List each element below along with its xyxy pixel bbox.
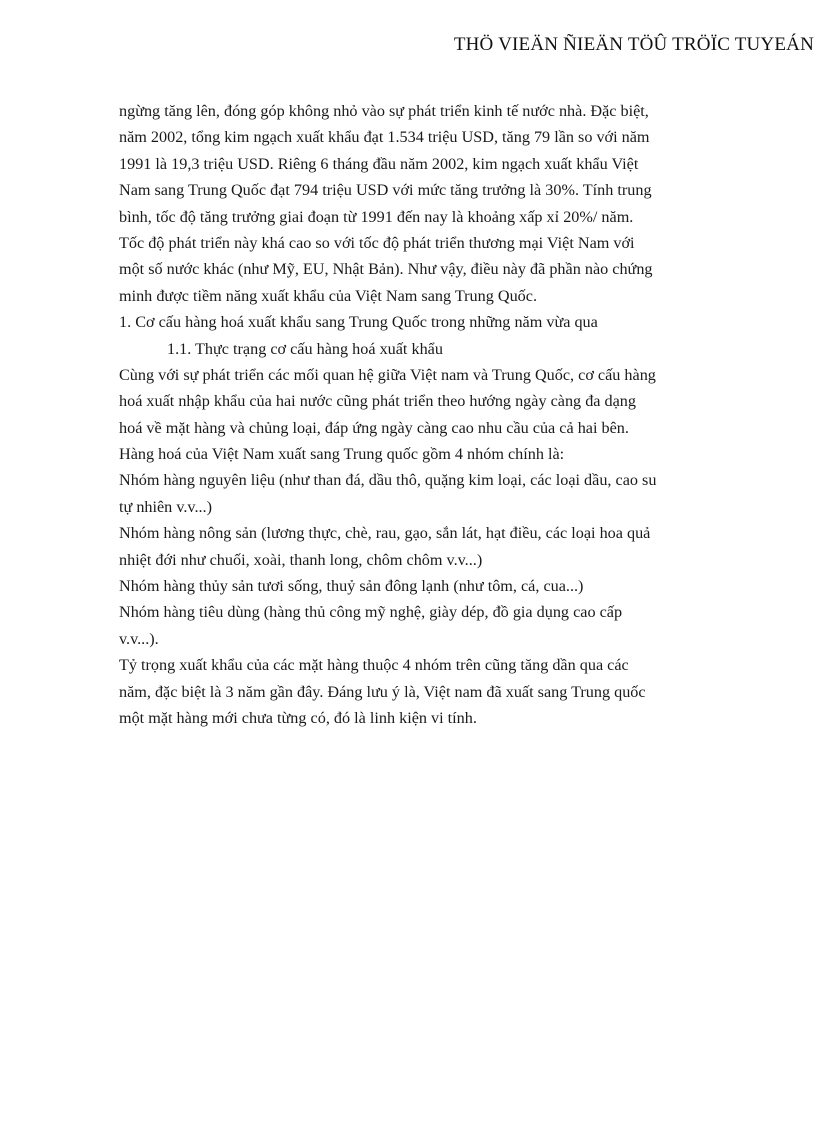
running-header: THÖ VIEÄN ÑIEÄN TÖÛ TRÖÏC TUYEÁN <box>453 34 814 55</box>
text-line: năm, đặc biệt là 3 năm gần đây. Đáng lưu ý là, Việt nam đã xuất sang Trung quốc <box>119 682 646 701</box>
list-item-line: tự nhiên v.v...) <box>119 497 212 516</box>
list-item-line: nhiệt đới như chuối, xoài, thanh long, chôm chôm v.v...) <box>119 550 483 569</box>
text-line: một số nước khác (như Mỹ, EU, Nhật Bản). Như vậy, điều này đã phần nào chứng <box>119 260 653 279</box>
text-line: Tốc độ phát triển này khá cao so với tốc độ phát triển thương mại Việt Nam với <box>119 233 635 252</box>
section-heading: 1. Cơ cấu hàng hoá xuất khẩu sang Trung Quốc trong những năm vừa qua <box>119 313 598 332</box>
list-item-line: Nhóm hàng nông sản (lương thực, chè, rau, gạo, sắn lát, hạt điều, các loại hoa quả <box>119 524 651 543</box>
text-line: minh được tiềm năng xuất khẩu của Việt Nam sang Trung Quốc. <box>119 286 537 305</box>
text-line: 1991 là 19,3 triệu USD. Riêng 6 tháng đầu năm 2002, kim ngạch xuất khẩu Việt <box>119 154 639 173</box>
text-line: ngừng tăng lên, đóng góp không nhỏ vào sự phát triển kinh tế nước nhà. Đặc biệt, <box>119 102 649 120</box>
text-line: Cùng với sự phát triển các mối quan hệ giữa Việt nam và Trung Quốc, cơ cấu hàng <box>119 365 656 384</box>
list-item-line: Nhóm hàng tiêu dùng (hàng thủ công mỹ nghệ, giày dép, đồ gia dụng cao cấp <box>119 603 623 622</box>
subsection-heading: 1.1. Thực trạng cơ cấu hàng hoá xuất khẩu <box>167 339 443 358</box>
text-line: bình, tốc độ tăng trưởng giai đoạn từ 1991 đến nay là khoảng xấp xỉ 20%/ năm. <box>119 207 634 226</box>
text-line: năm 2002, tổng kim ngạch xuất khẩu đạt 1.534 triệu USD, tăng 79 lần so với năm <box>119 128 650 147</box>
body-text <box>119 98 704 731</box>
text-line: Tỷ trọng xuất khẩu của các mặt hàng thuộc 4 nhóm trên cũng tăng dần qua các <box>119 656 629 675</box>
list-item-line: v.v...). <box>119 629 159 648</box>
list-item-line: Nhóm hàng thủy sản tươi sống, thuỷ sản đông lạnh (như tôm, cá, cua...) <box>119 577 584 596</box>
text-line: hoá xuất nhập khẩu của hai nước cũng phát triển theo hướng ngày càng đa dạng <box>119 392 636 411</box>
text-line: Nam sang Trung Quốc đạt 794 triệu USD với mức tăng trưởng là 30%. Tính trung <box>119 181 652 200</box>
list-item-line: Nhóm hàng nguyên liệu (như than đá, dầu thô, quặng kim loại, các loại dầu, cao su <box>119 471 657 490</box>
text-line: một mặt hàng mới chưa từng có, đó là linh kiện vi tính. <box>119 708 477 727</box>
text-line: Hàng hoá của Việt Nam xuất sang Trung quốc gồm 4 nhóm chính là: <box>119 445 565 464</box>
text-line: hoá về mặt hàng và chủng loại, đáp ứng ngày càng cao nhu cầu của cả hai bên. <box>119 418 629 437</box>
